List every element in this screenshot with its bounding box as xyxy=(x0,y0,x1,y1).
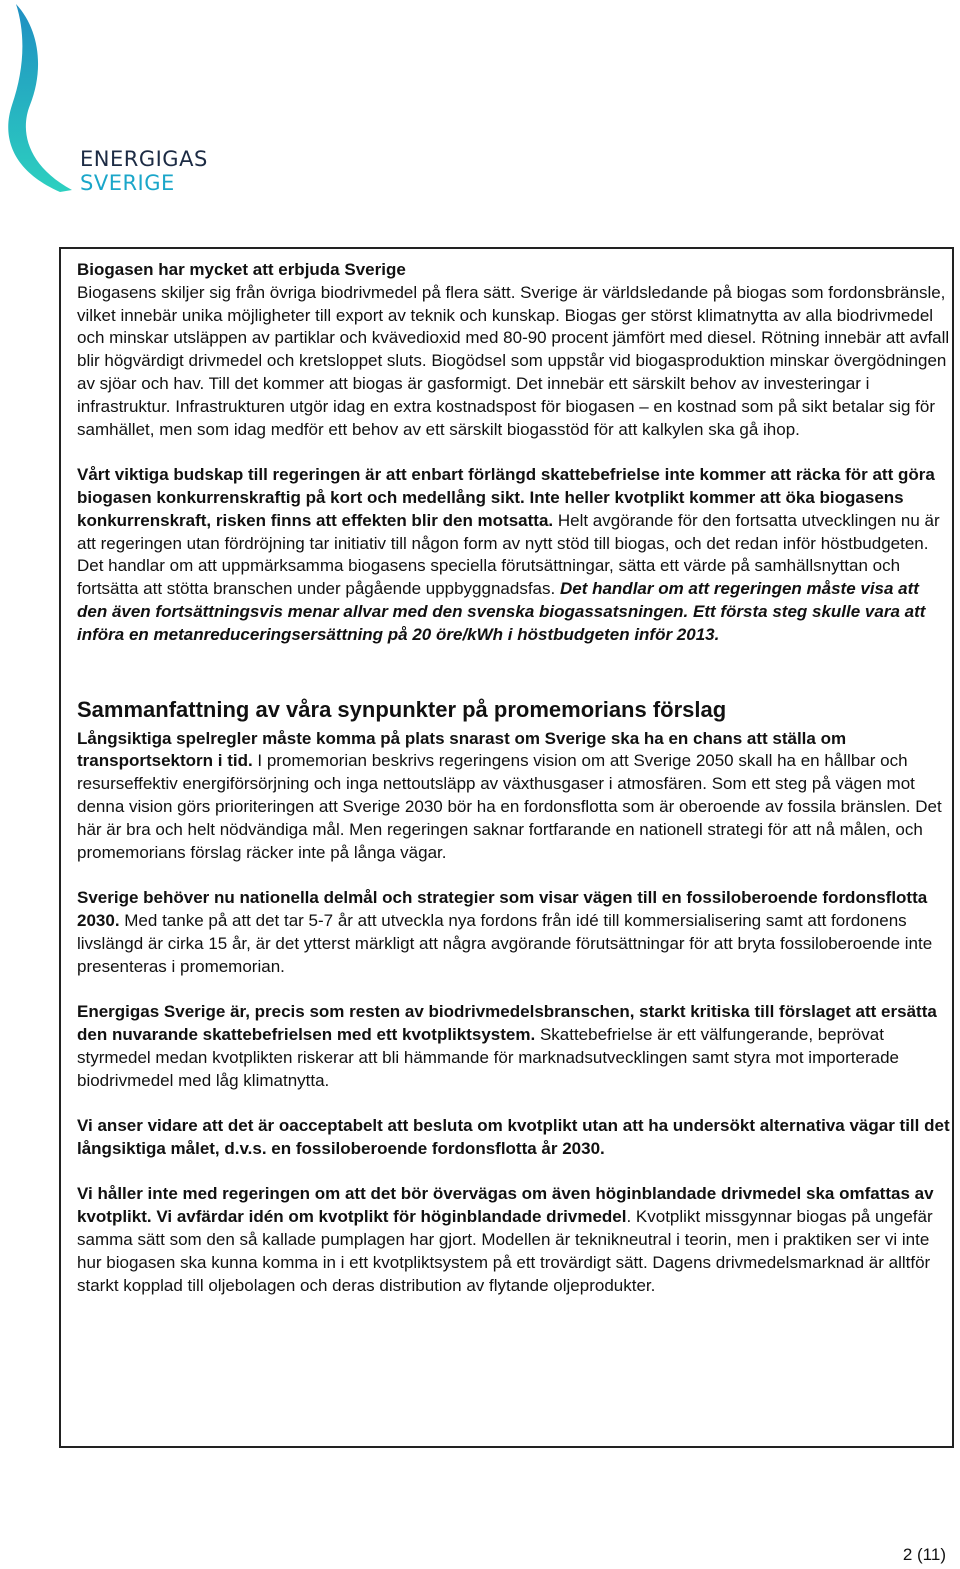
section-paragraph-biogas: Biogasens skiljer sig från övriga biodrivmedel på flera sätt. Sverige är världsledande på biogas som fordonsbränsle, vilket innebär unika möjligheter till export av teknik och kunskap. Biogas ger störst klimatnytta av alla biodrivmedel och minskar utsläppen av partiklar och kvävedioxid med 80-90 procent jämfört med diesel. Rötning innebär att avfall blir högvärdigt drivmedel och kretsloppet sluts. Biogödsel som uppstår vid biogasproduktion minskar övergödningen av sjöar och hav. Till det kommer att biogas är gasformigt. Det innebär ett särskilt behov av investeringar i infrastruktur. Infrastrukturen utgör idag en extra kostnadspost för biogasen – en kostnad som på sikt betalar sig för samhället, men som idag medför ett behov av ett särskilt biogasstöd för att kalkylen ska gå ihop. xyxy=(77,282,950,439)
logo-line-energigas: ENERGIGAS xyxy=(80,147,208,171)
page-number: 2 (11) xyxy=(902,1545,946,1564)
document-body xyxy=(77,259,952,1297)
key-message-bold: Vårt viktiga budskap till regeringen är att enbart förlängd skattebefrielse inte kommer att räcka för att göra biogasen konkurrenskraftig på kort och medellång sikt. Inte heller kvotplikt kommer att öka biogasens konkurrenskraft, risken finns att effekten blir den motsatta. xyxy=(77,465,935,530)
key-message-text: Helt avgörande för den fortsatta utvecklingen nu är att regeringen utan fördröjning tar initiativ till någon form av nytt stöd till biogas, och det redan inför höstbudgeten. Det handlar om att uppmärksamma biogasens speciella förutsättningar, sätta ett värde på samhällsnyttan och fortsätta att stötta branschen under pågående uppbyggnadsfas. xyxy=(77,510,940,599)
summary-paragraph-5: Vi håller inte med regeringen om att det bör övervägas om även höginblandade drivmedel ska omfattas av kvotplikt. Vi avfärdar idén om kvotplikt för höginblandade drivmedel. Kvotplikt missgynnar biogas på ungefär samma sätt som den så kallade pumplagen har gjort. Modellen är teknikneutral i teorin, men i praktiken ser vi inte hur biogasen ska kunna komma in i ett kvotpliktsystem på ett trovärdigt sätt. Dagens drivmedelsmarknad är alltför starkt kopplad till oljebolagen och deras distribution av flytande oljeprodukter. xyxy=(77,1184,934,1295)
section-heading-biogas: Biogasen har mycket att erbjuda Sverige xyxy=(77,260,406,279)
summary-paragraph-1: Långsiktiga spelregler måste komma på plats snarast om Sverige ska ha en chans att ställa om transportsektorn i tid. I promemorian beskrivs regeringens vision om att Sverige 2050 skall ha en hållbar och resurseffektiv energiförsörjning och inga nettoutsläpp av växthusgaser i atmosfären. Som ett steg på vägen mot denna vision görs prioriteringen att Sverige 2030 bör ha en fordonsflotta som är oberoende av fossila bränslen. Det här är bra och helt nödvändiga mål. Men regeringen saknar fortfarande en nationell strategi för att nå målen, och promemorians förslag räcker inte på långa vägar. xyxy=(77,728,942,862)
summary-paragraph-3: Energigas Sverige är, precis som resten av biodrivmedelsbranschen, starkt kritiska till förslaget att ersätta den nuvarande skattebefrielsen med ett kvotpliktsystem. Skattebefrielse är ett välfungerande, beprövat styrmedel medan kvotplikten riskerar att bli hämmande för marknadsutvecklingen samt styra mot importerade biodrivmedel med låg klimatnytta. xyxy=(77,1002,937,1090)
summary-paragraph-4: Vi anser vidare att det är oacceptabelt att besluta om kvotplikt utan att ha undersökt alternativa vägar till det långsiktiga målet, d.v.s. en fossiloberoende fordonsflotta år 2030. xyxy=(77,1116,950,1158)
energigas-logo-mark-icon xyxy=(0,0,80,195)
logo-text xyxy=(80,147,208,195)
summary-paragraph-2: Sverige behöver nu nationella delmål och strategier som visar vägen till en fossiloberoende fordonsflotta 2030. Med tanke på att det tar 5-7 år att utveckla nya fordons från idé till kommersialisering samt att fordonens livslängd är cirka 15 år, är det ytterst märkligt att några avgörande förutsättningar för att bryta fossiloberoende inte presenteras i promemorian. xyxy=(77,888,933,976)
summary-title: Sammanfattning av våra synpunkter på promemorians förslag xyxy=(77,696,727,722)
logo-line-sverige: SVERIGE xyxy=(80,171,175,195)
key-message-emphasis: Det handlar om att regeringen måste visa att den även fortsättningsvis menar allvar med den svenska biogassatsningen. Ett första steg skulle vara att införa en metanreduceringsersättning på 20 öre/kWh i höstbudgeten inför 2013. xyxy=(77,579,926,644)
company-logo xyxy=(0,0,240,200)
key-message-paragraph xyxy=(77,464,952,646)
